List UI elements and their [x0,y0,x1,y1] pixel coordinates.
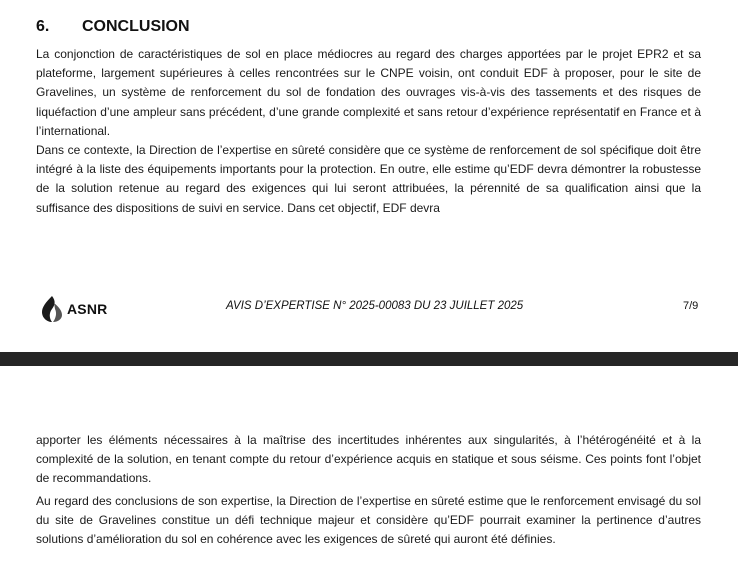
paragraph-assessment: Dans ce contexte, la Direction de l’expertise en sûreté considère que ce système de renforcement de sol spécifique doit être intégré à la liste des équipements importants pour la protection. En outre, elle estime qu’EDF devra démontrer la robustesse de la solution retenue au regard des exigences qui lui seront attribuées, la pérennité de sa qualification ainsi que la suffisance des dispositions de suivi en service. Dans cet objectif, EDF devra [36,143,701,215]
paragraph-final-conclusion: Au regard des conclusions de son expertise, la Direction de l’expertise en sûreté estime que le renforcement envisagé du sol du site de Gravelines constitue un défi technique majeur et considère qu’EDF pourrait examiner la pertinence d’autres solutions d’amélioration du sol en cohérence avec les exigences de sûreté qui auront été définies. [36,494,701,547]
paragraph-context: La conjonction de caractéristiques de sol en place médiocres au regard des charges apportées par le projet EPR2 et sa plateforme, largement supérieures à celles rencontrées sur le CNPE voisin, ont conduit EDF à proposer, pour le site de Gravelines, un système de renforcement du sol de fondation des ouvrages vis-à-vis des tassements et des risques de liquéfaction d’une ampleur sans précédent, d’une grande complexité et sans retour d’expérience représentatif en France et à l’international. [36,47,701,138]
paragraph-continuation: apporter les éléments nécessaires à la maîtrise des incertitudes inhérentes aux singularités, à l’hétérogénéité et à la complexité de la solution, en tenant compte du retour d’expérience acquis en statique et sous séisme. Ces points font l’objet de recommandations. [36,433,701,486]
asnr-logo-icon [40,295,64,323]
asnr-logo [40,295,107,323]
asnr-logo-text: ASNR [67,301,108,317]
footer-document-title: AVIS D’EXPERTISE N° 2025-00083 DU 23 JUILLET 2025 [226,300,524,312]
page-number: 7/9 [683,300,699,312]
section-number: 6. [36,18,50,35]
section-title: CONCLUSION [82,18,190,35]
page-separator [0,352,738,366]
section-heading [36,18,190,36]
